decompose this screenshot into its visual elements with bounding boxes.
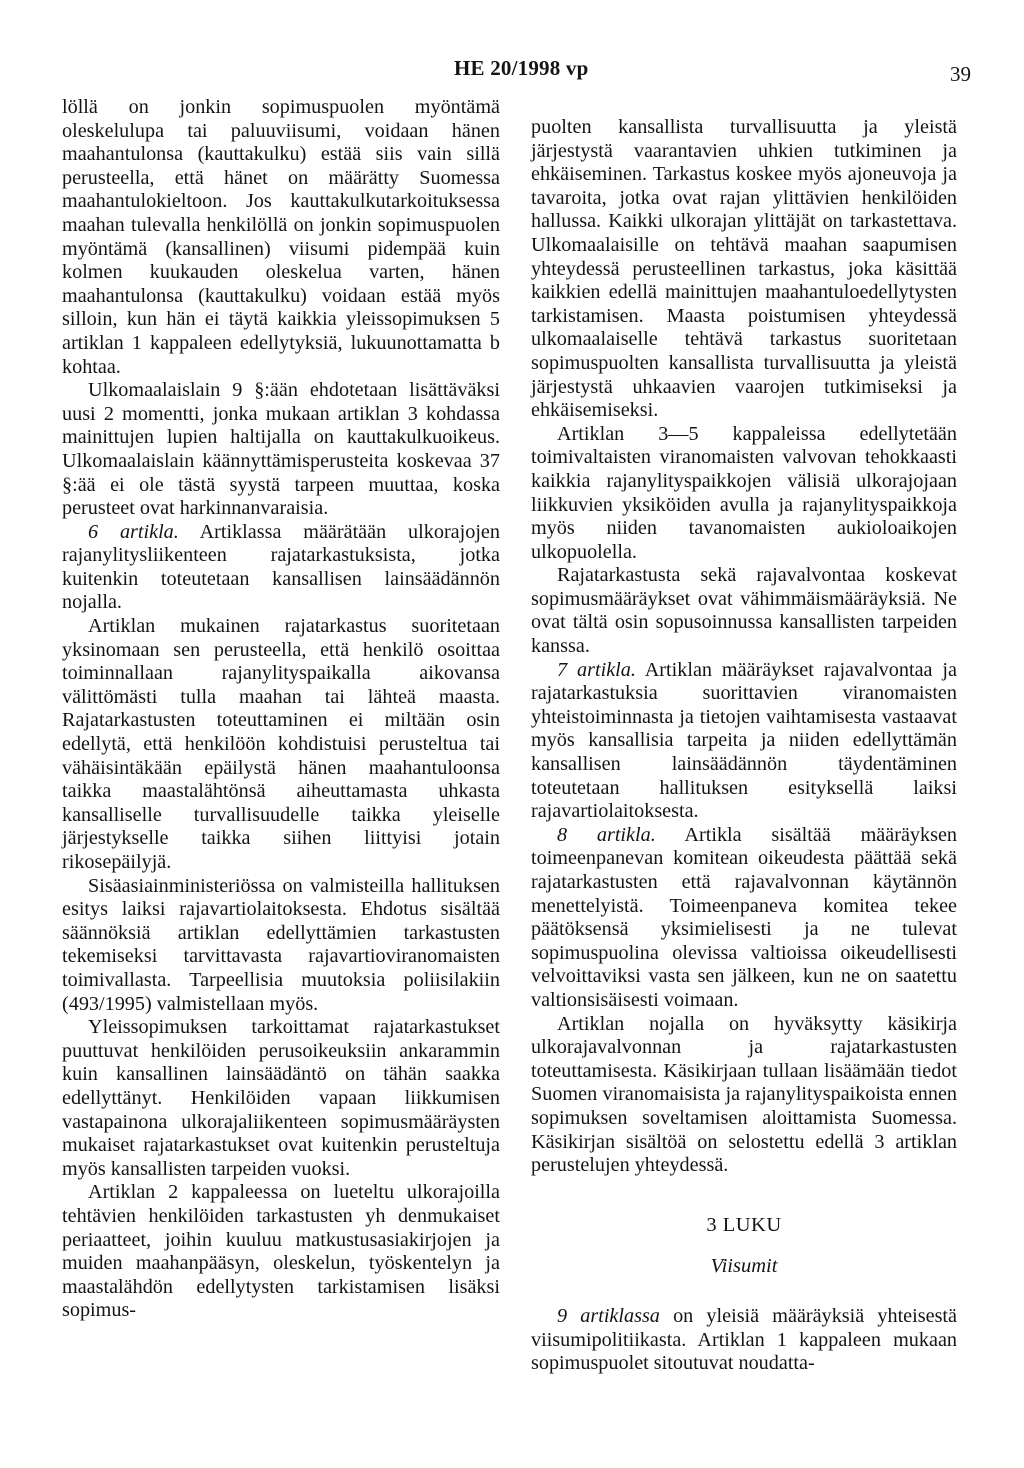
paragraph <box>531 659 957 824</box>
left-column <box>62 96 500 1323</box>
paragraph: Artiklan 2 kappaleessa on lueteltu ulkorajoilla tehtävien henkilöiden tarkastusten yh denmukaiset periaatteet, joihin kuuluu matkustusasiakirjojen ja muiden maahanpääsyn, oleskelun, työskentelyn ja maastalähdön edellytysten tarkistamisen lisäksi sopimus- <box>62 1181 500 1322</box>
paragraph-text: Artikla sisältää määräyksen toimeenpanevan komitean oikeudesta päättää sekä rajatarkastusten että rajavalvonnan käytännön menettelyistä. Toimeenpaneva komitea tekee päätöksensä yksimielisesti ja ne tulevat sopimuspuolina olevissa valtioissa oikeudellisesti velvoittaviksi vasta sen jälkeen, kun ne on saatettu valtionsisäisesti voimaan. <box>531 823 957 1011</box>
paragraph-text: Artiklassa määrätään ulkorajojen rajanylitysliikenteen rajatarkastuksista, jotka kuitenkin toteutetaan kansallisen lainsäädännön nojalla. <box>62 520 500 614</box>
chapter-title: Viisumit <box>710 1255 778 1278</box>
page-header-title: HE 20/1998 vp <box>454 56 589 80</box>
right-column <box>531 116 957 1376</box>
paragraph-text: Artiklan määräykset rajavalvontaa ja rajatarkastuksia suorittavien viranomaisten yhteistoiminnasta ja tietojen vaihtamisesta vastaavat myös kansallisia tarpeita ja niiden edellyttämän kansallisen lainsäädännön täydentäminen toteutetaan hallituksen esityksellä laiksi rajavartiolaitoksesta. <box>531 658 957 823</box>
article-heading: 9 artiklassa <box>557 1304 660 1327</box>
paragraph: puolten kansallista turvallisuutta ja yleistä järjestystä vaarantavien uhkien tutkiminen ja ehkäiseminen. Tarkastus koskee myös ajoneuvoja ja tavaroita, jotka ovat rajan ylittävien henkilöiden hallussa. Kaikki ulkorajan ylittäjät on tarkastettava. Ulkomaalaisille on tehtävä maahan saapumisen yhteydessä perusteellinen tarkastus, joka käsittää kaikkien edellä mainittujen maahantuloedellytysten tarkistamisen. Maasta poistumisen yhteydessä ulkomaalaiselle tehtävä tarkastus suoritetaan sopimuspuolten kansallista turvallisuutta ja yleistä järjestystä uhkaavien vaarojen tutkimiseksi ja ehkäisemiseksi. <box>531 116 957 422</box>
paragraph <box>62 521 500 615</box>
paragraph: Artiklan 3—5 kappaleissa edellytetään toimivaltaisten viranomaisten valvovan tehokkaasti kaikkia rajanylityspaikkojen välisiä ulkorajojaan liikkuvien yksiköiden avulla ja rajanylityspaikkoja myös niiden tavanomaisten aukioloaikojen ulkopuolella. <box>531 422 957 563</box>
chapter-number: 3 LUKU <box>706 1213 782 1236</box>
paragraph: Artiklan mukainen rajatarkastus suoritetaan yksinomaan sen perusteella, että henkilö osoittaa toiminnallaan rajanylityspaikalla aikovansa välittömästi tulla maahan tai lähteä maasta. Rajatarkastusten toteuttaminen ei miltään osin edellytä, että henkilöön kohdistuisi perusteltua tai vähäisintäkään epäilystä hänen maahantuloonsa taikka maastalähtönsä aiheuttamasta uhkasta kansalliselle turvallisuudelle taikka yleiselle järjestykselle taikka siihen liittyisi jotain rikosepäilyjä. <box>62 615 500 873</box>
article-heading: 6 artikla. <box>88 520 179 543</box>
article-heading: 7 artikla. <box>557 658 636 681</box>
paragraph: Yleissopimuksen tarkoittamat rajatarkastukset puuttuvat henkilöiden perusoikeuksiin ankarammin kuin kansallinen lainsäädäntö on tähän saakka edellyttänyt. Henkilöiden vapaan liikkumisen vastapainona ulkorajaliikenteen sopimusmääräysten mukaiset rajatarkastukset ovat kuitenkin perusteltuja myös kansallisten tarpeiden vuoksi. <box>62 1016 500 1180</box>
paragraph: Rajatarkastusta sekä rajavalvontaa koskevat sopimusmääräykset ovat vähimmäismääräyksiä. Ne ovat tältä osin sopusoinnussa kansallisten tarpeiden kanssa. <box>531 564 957 658</box>
paragraph: Artiklan nojalla on hyväksytty käsikirja ulkorajavalvonnan ja rajatarkastusten toteuttamisesta. Käsikirjaan tullaan lisäämään tiedot Suomen viranomaisista ja rajanylityspaikoista ennen sopimuksen soveltamisen aloittamista Suomessa. Käsikirjan sisältöä on selostettu edellä 3 artiklan perustelujen yhteydessä. <box>531 1012 957 1177</box>
paragraph <box>531 824 957 1013</box>
paragraph: Ulkomaalaislain 9 §:ään ehdotetaan lisättäväksi uusi 2 momentti, jonka mukaan artiklan 3 kohdassa mainittujen lupien haltijalla on kauttakulkuoikeus. Ulkomaalaislain käännyttämisperusteita koskevaa 37 §:ää ei ole tästä syystä tarpeen muuttaa, koska perusteet ovat harkinnanvaraisia. <box>62 379 500 520</box>
paragraph: löllä on jonkin sopimuspuolen myöntämä oleskelulupa tai paluuviisumi, voidaan hänen maahantulonsa (kauttakulku) estää siis vain sillä perusteella, että hänet on määrätty Suomessa maahantulokieltoon. Jos kauttakulkutarkoituksessa maahan tulevalla henkilöllä on jonkin sopimuspuolen myöntämä (kansallinen) viisumi pidempää kuin kolmen kuukauden oleskelua varten, hänen maahantulonsa (kauttakulku) voidaan estää myös silloin, kun hän ei täytä kaikkia yleissopimuksen 5 artiklan 1 kappaleen edellytyksiä, lukuunottamatta b kohtaa. <box>62 96 500 378</box>
paragraph-text: on yleisiä määräyksiä yhteisestä viisumipolitiikasta. Artiklan 1 kappaleen mukaan sopimuspuolet sitoutuvat noudatta- <box>531 1304 957 1375</box>
article-heading: 8 artikla. <box>557 823 656 846</box>
paragraph: Sisäasiainministeriössa on valmisteilla hallituksen esitys laiksi rajavartiolaitoksesta. Ehdotus sisältää säännöksiä artiklan edellyttämien tarkastusten tekemiseksi tarvittavasta rajavartioviranomaisten toimivallasta. Tarpeellisia muutoksia poliisilakiin (493/1995) valmistellaan myös. <box>62 874 500 1015</box>
page-number: 39 <box>950 62 971 86</box>
paragraph <box>531 1305 957 1376</box>
